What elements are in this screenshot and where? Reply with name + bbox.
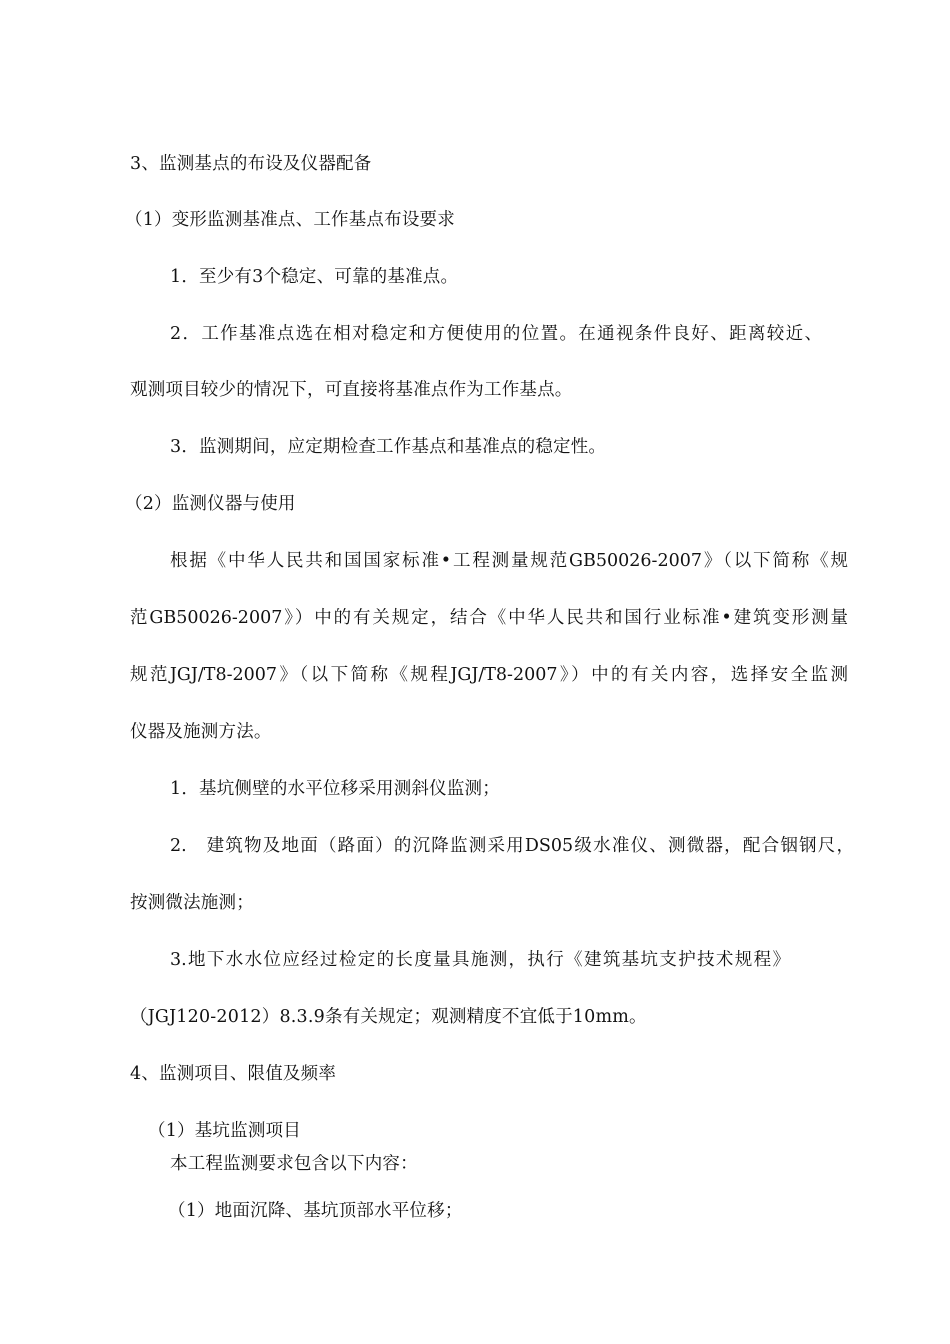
section-heading: 4、监测项目、限值及频率 xyxy=(130,1064,337,1084)
paragraph-line: （JGJ120-2012）8.3.9条有关规定；观测精度不宜低于10mm。 xyxy=(130,1007,647,1027)
paragraph-line: 本工程监测要求包含以下内容： xyxy=(170,1154,418,1174)
paragraph-line: 按测微法施测； xyxy=(130,893,254,913)
list-item: 2．工作基准点选在相对稳定和方便使用的位置。在通视条件良好、距离较近、 xyxy=(170,324,822,344)
paragraph-line: 仪器及施测方法。 xyxy=(130,722,272,742)
list-item: （1）地面沉降、基坑顶部水平位移； xyxy=(168,1201,463,1221)
list-item: 3．监测期间，应定期检查工作基点和基准点的稳定性。 xyxy=(170,437,607,457)
paragraph-line: 规范JGJ/T8-2007》（以下简称《规程JGJ/T8-2007》）中的有关内容，选择安全监测 xyxy=(130,665,848,685)
list-item: 2. 建筑物及地面（路面）的沉降监测采用DS05级水准仪、测微器，配合铟钢尺， xyxy=(170,836,854,856)
paragraph-line: 根据《中华人民共和国国家标准•工程测量规范GB50026-2007》（以下简称《规 xyxy=(170,551,848,571)
paragraph-line: 观测项目较少的情况下，可直接将基准点作为工作基点。 xyxy=(130,380,573,400)
paragraph-line: 范GB50026-2007》）中的有关规定，结合《中华人民共和国行业标准•建筑变形测量 xyxy=(130,608,848,628)
subsection-heading: （2）监测仪器与使用 xyxy=(125,494,296,514)
list-item: 3.地下水水位应经过检定的长度量具施测，执行《建筑基坑支护技术规程》 xyxy=(170,950,790,970)
list-item: 1．至少有3个稳定、可靠的基准点。 xyxy=(170,267,459,287)
section-heading: 3、监测基点的布设及仪器配备 xyxy=(130,154,372,174)
subsection-heading: （1）基坑监测项目 xyxy=(148,1121,301,1141)
list-item: 1．基坑侧壁的水平位移采用测斜仪监测； xyxy=(170,779,500,799)
subsection-heading: （1）变形监测基准点、工作基点布设要求 xyxy=(125,210,455,230)
